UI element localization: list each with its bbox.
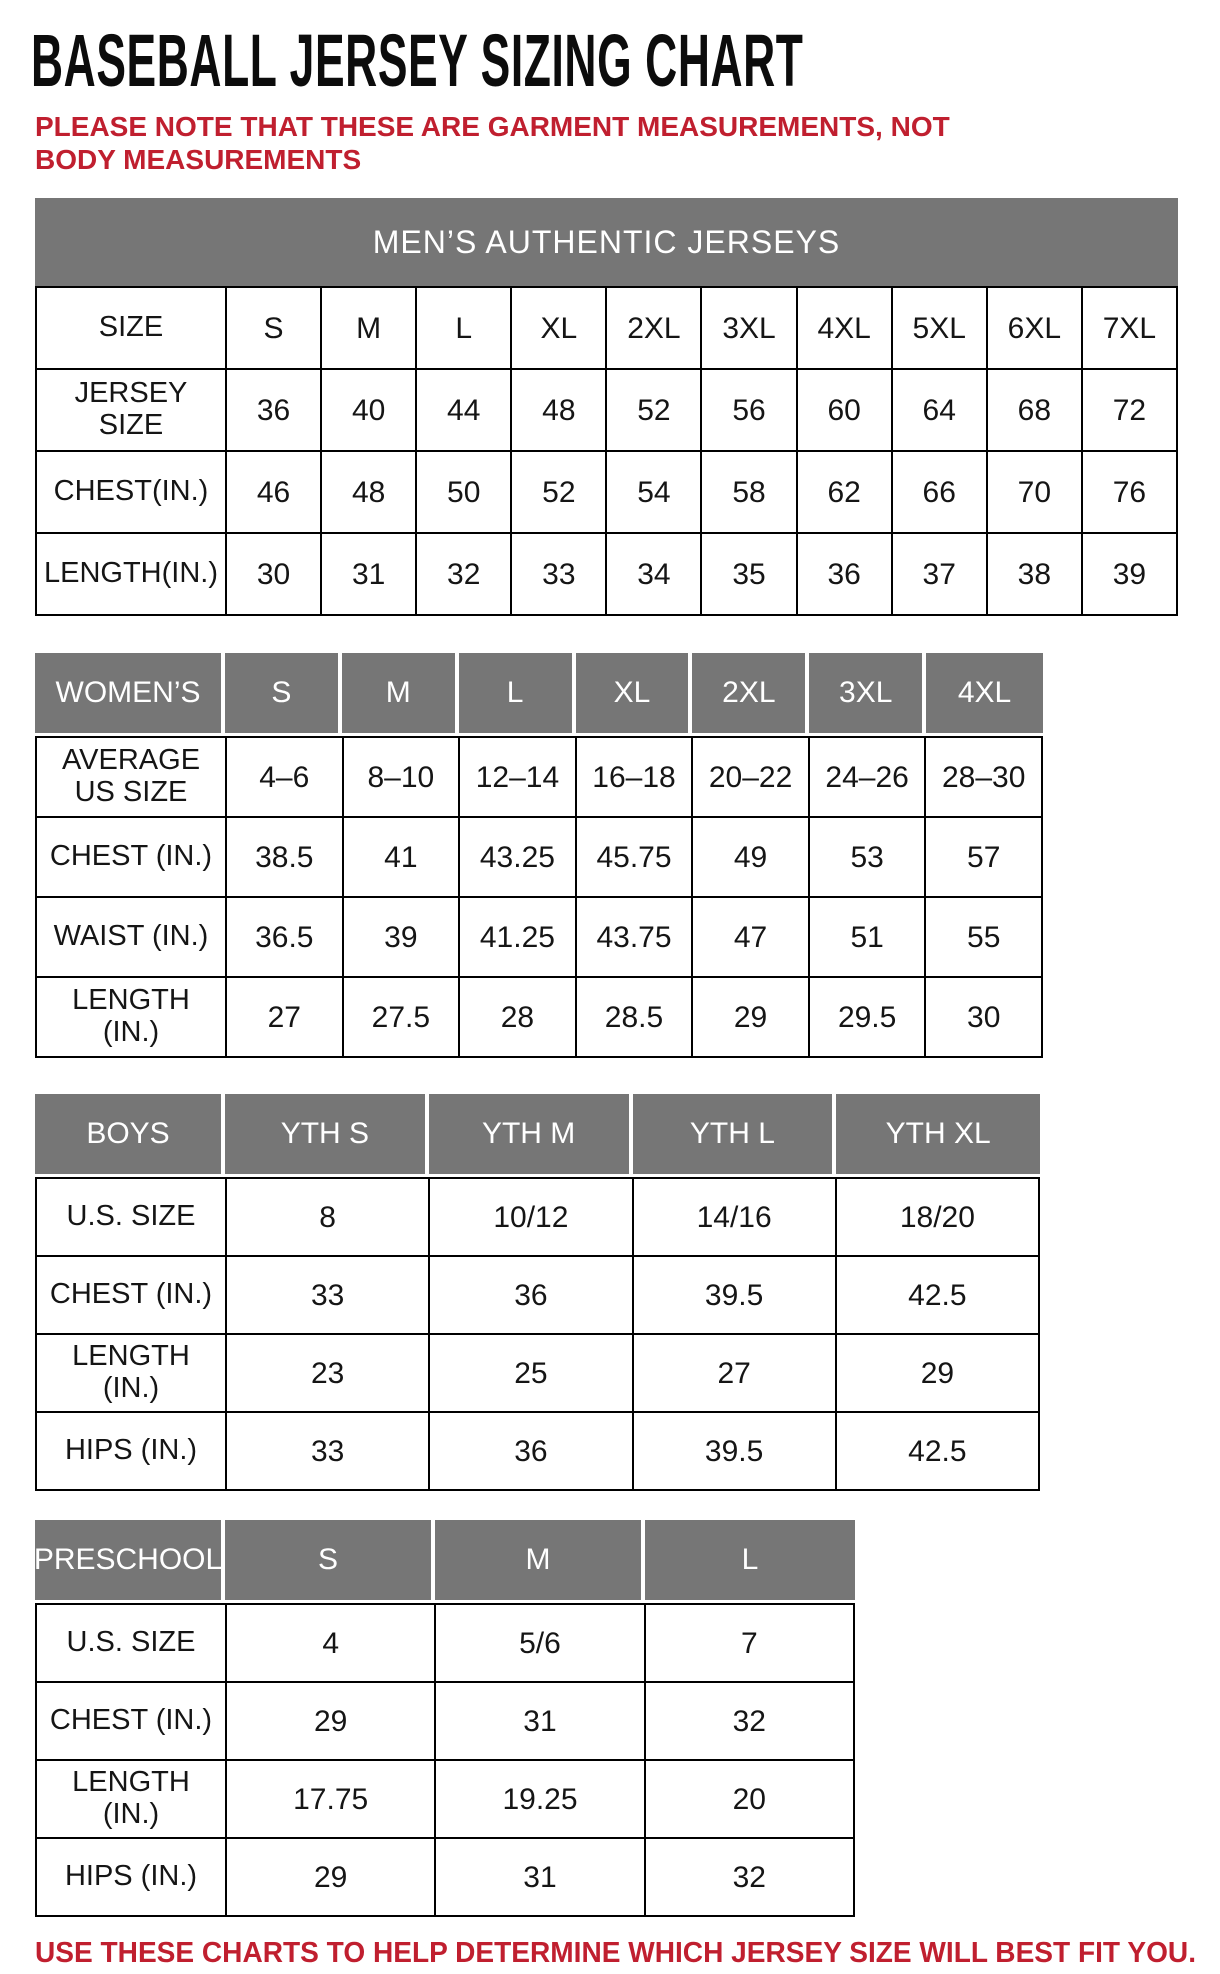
- womens-header-row: [35, 653, 1043, 733]
- value-cell: 38: [988, 534, 1083, 616]
- value-cell: 66: [893, 452, 988, 534]
- value-cell: 16–18: [577, 738, 694, 818]
- value-cell: 40: [322, 370, 417, 452]
- value-cell: 2XL: [607, 288, 702, 370]
- value-cell: 4: [227, 1605, 436, 1683]
- value-cell: 32: [646, 1683, 855, 1761]
- value-cell: 43.75: [577, 898, 694, 978]
- value-cell: 29: [693, 978, 810, 1058]
- preschool-table-body: [35, 1603, 855, 1917]
- row-label-cell: CHEST(IN.): [37, 452, 227, 534]
- value-cell: 8–10: [344, 738, 461, 818]
- value-cell: XL: [512, 288, 607, 370]
- value-cell: 29: [837, 1335, 1040, 1413]
- value-cell: 25: [430, 1335, 633, 1413]
- value-cell: 29.5: [810, 978, 927, 1058]
- womens-header-cell: S: [225, 653, 342, 733]
- mens-table-banner: MEN’S AUTHENTIC JERSEYS: [35, 198, 1178, 286]
- value-cell: 6XL: [988, 288, 1083, 370]
- value-cell: 68: [988, 370, 1083, 452]
- row-label-cell: LENGTH (IN.): [37, 978, 227, 1058]
- value-cell: 55: [926, 898, 1043, 978]
- womens-header-cell: 2XL: [692, 653, 809, 733]
- value-cell: 36: [430, 1257, 633, 1335]
- value-cell: 44: [417, 370, 512, 452]
- value-cell: 32: [646, 1839, 855, 1917]
- value-cell: 30: [926, 978, 1043, 1058]
- row-label-cell: JERSEY SIZE: [37, 370, 227, 452]
- value-cell: 10/12: [430, 1179, 633, 1257]
- boys-size-table: [35, 1094, 1040, 1491]
- value-cell: 33: [512, 534, 607, 616]
- value-cell: 39.5: [634, 1257, 837, 1335]
- value-cell: 58: [702, 452, 797, 534]
- value-cell: 17.75: [227, 1761, 436, 1839]
- value-cell: 33: [227, 1413, 430, 1491]
- boys-header-cell: YTH S: [225, 1094, 429, 1174]
- value-cell: 29: [227, 1839, 436, 1917]
- page-title: BASEBALL JERSEY SIZING CHART: [31, 19, 804, 102]
- value-cell: 28–30: [926, 738, 1043, 818]
- value-cell: 31: [322, 534, 417, 616]
- value-cell: 31: [436, 1839, 645, 1917]
- value-cell: 62: [798, 452, 893, 534]
- value-cell: 27: [227, 978, 344, 1058]
- value-cell: 42.5: [837, 1257, 1040, 1335]
- value-cell: 57: [926, 818, 1043, 898]
- mens-size-table: [35, 198, 1178, 616]
- value-cell: 32: [417, 534, 512, 616]
- womens-size-table: [35, 653, 1043, 1058]
- value-cell: M: [322, 288, 417, 370]
- row-label-cell: AVERAGE US SIZE: [37, 738, 227, 818]
- value-cell: 36: [798, 534, 893, 616]
- preschool-header-cell: M: [435, 1520, 645, 1600]
- boys-header-label: BOYS: [35, 1094, 225, 1174]
- value-cell: 60: [798, 370, 893, 452]
- value-cell: 20: [646, 1761, 855, 1839]
- row-label-cell: WAIST (IN.): [37, 898, 227, 978]
- value-cell: 3XL: [702, 288, 797, 370]
- value-cell: 45.75: [577, 818, 694, 898]
- value-cell: 38.5: [227, 818, 344, 898]
- value-cell: 5XL: [893, 288, 988, 370]
- value-cell: 52: [512, 452, 607, 534]
- value-cell: 43.25: [460, 818, 577, 898]
- value-cell: S: [227, 288, 322, 370]
- value-cell: 70: [988, 452, 1083, 534]
- value-cell: 39.5: [634, 1413, 837, 1491]
- garment-measurements-note: PLEASE NOTE THAT THESE ARE GARMENT MEASUREMENTS, NOT BODY MEASUREMENTS: [35, 111, 950, 176]
- value-cell: 46: [227, 452, 322, 534]
- value-cell: 35: [702, 534, 797, 616]
- value-cell: 23: [227, 1335, 430, 1413]
- value-cell: 52: [607, 370, 702, 452]
- womens-table-body: [35, 736, 1043, 1058]
- value-cell: 36: [430, 1413, 633, 1491]
- value-cell: 14/16: [634, 1179, 837, 1257]
- boys-header-cell: YTH L: [633, 1094, 837, 1174]
- value-cell: 76: [1083, 452, 1178, 534]
- value-cell: 50: [417, 452, 512, 534]
- row-label-cell: CHEST (IN.): [37, 1683, 227, 1761]
- value-cell: 29: [227, 1683, 436, 1761]
- row-label-cell: HIPS (IN.): [37, 1839, 227, 1917]
- preschool-header-cell: L: [645, 1520, 855, 1600]
- value-cell: 48: [322, 452, 417, 534]
- value-cell: 18/20: [837, 1179, 1040, 1257]
- value-cell: L: [417, 288, 512, 370]
- preschool-size-table: [35, 1520, 855, 1917]
- row-label-cell: LENGTH(IN.): [37, 534, 227, 616]
- boys-header-cell: YTH M: [429, 1094, 633, 1174]
- value-cell: 28.5: [577, 978, 694, 1058]
- value-cell: 4–6: [227, 738, 344, 818]
- value-cell: 39: [1083, 534, 1178, 616]
- value-cell: 33: [227, 1257, 430, 1335]
- boys-header-cell: YTH XL: [836, 1094, 1040, 1174]
- row-label-cell: LENGTH (IN.): [37, 1761, 227, 1839]
- value-cell: 51: [810, 898, 927, 978]
- womens-header-cell: M: [342, 653, 459, 733]
- value-cell: 41.25: [460, 898, 577, 978]
- value-cell: 53: [810, 818, 927, 898]
- womens-header-cell: 4XL: [926, 653, 1043, 733]
- value-cell: 24–26: [810, 738, 927, 818]
- boys-header-row: [35, 1094, 1040, 1174]
- value-cell: 64: [893, 370, 988, 452]
- value-cell: 39: [344, 898, 461, 978]
- womens-header-label: WOMEN’S: [35, 653, 225, 733]
- boys-table-body: [35, 1177, 1040, 1491]
- value-cell: 54: [607, 452, 702, 534]
- preschool-header-cell: S: [225, 1520, 435, 1600]
- womens-header-cell: 3XL: [809, 653, 926, 733]
- value-cell: 8: [227, 1179, 430, 1257]
- value-cell: 4XL: [798, 288, 893, 370]
- value-cell: 42.5: [837, 1413, 1040, 1491]
- preschool-header-label: PRESCHOOL: [35, 1520, 225, 1600]
- value-cell: 56: [702, 370, 797, 452]
- row-label-cell: SIZE: [37, 288, 227, 370]
- value-cell: 7XL: [1083, 288, 1178, 370]
- preschool-header-row: [35, 1520, 855, 1600]
- value-cell: 27: [634, 1335, 837, 1413]
- row-label-cell: HIPS (IN.): [37, 1413, 227, 1491]
- row-label-cell: CHEST (IN.): [37, 1257, 227, 1335]
- value-cell: 72: [1083, 370, 1178, 452]
- value-cell: 12–14: [460, 738, 577, 818]
- row-label-cell: U.S. SIZE: [37, 1179, 227, 1257]
- value-cell: 48: [512, 370, 607, 452]
- row-label-cell: CHEST (IN.): [37, 818, 227, 898]
- value-cell: 28: [460, 978, 577, 1058]
- value-cell: 49: [693, 818, 810, 898]
- value-cell: 36.5: [227, 898, 344, 978]
- value-cell: 7: [646, 1605, 855, 1683]
- value-cell: 37: [893, 534, 988, 616]
- value-cell: 36: [227, 370, 322, 452]
- row-label-cell: U.S. SIZE: [37, 1605, 227, 1683]
- value-cell: 30: [227, 534, 322, 616]
- row-label-cell: LENGTH (IN.): [37, 1335, 227, 1413]
- value-cell: 31: [436, 1683, 645, 1761]
- womens-header-cell: XL: [576, 653, 693, 733]
- value-cell: 20–22: [693, 738, 810, 818]
- mens-table-body: [35, 286, 1178, 616]
- value-cell: 27.5: [344, 978, 461, 1058]
- womens-header-cell: L: [459, 653, 576, 733]
- size-tables-container: [35, 198, 1220, 1917]
- value-cell: 34: [607, 534, 702, 616]
- value-cell: 5/6: [436, 1605, 645, 1683]
- value-cell: 41: [344, 818, 461, 898]
- value-cell: 47: [693, 898, 810, 978]
- value-cell: 19.25: [436, 1761, 645, 1839]
- footer-note: USE THESE CHARTS TO HELP DETERMINE WHICH JERSEY SIZE WILL BEST FIT YOU.: [35, 1937, 1197, 1970]
